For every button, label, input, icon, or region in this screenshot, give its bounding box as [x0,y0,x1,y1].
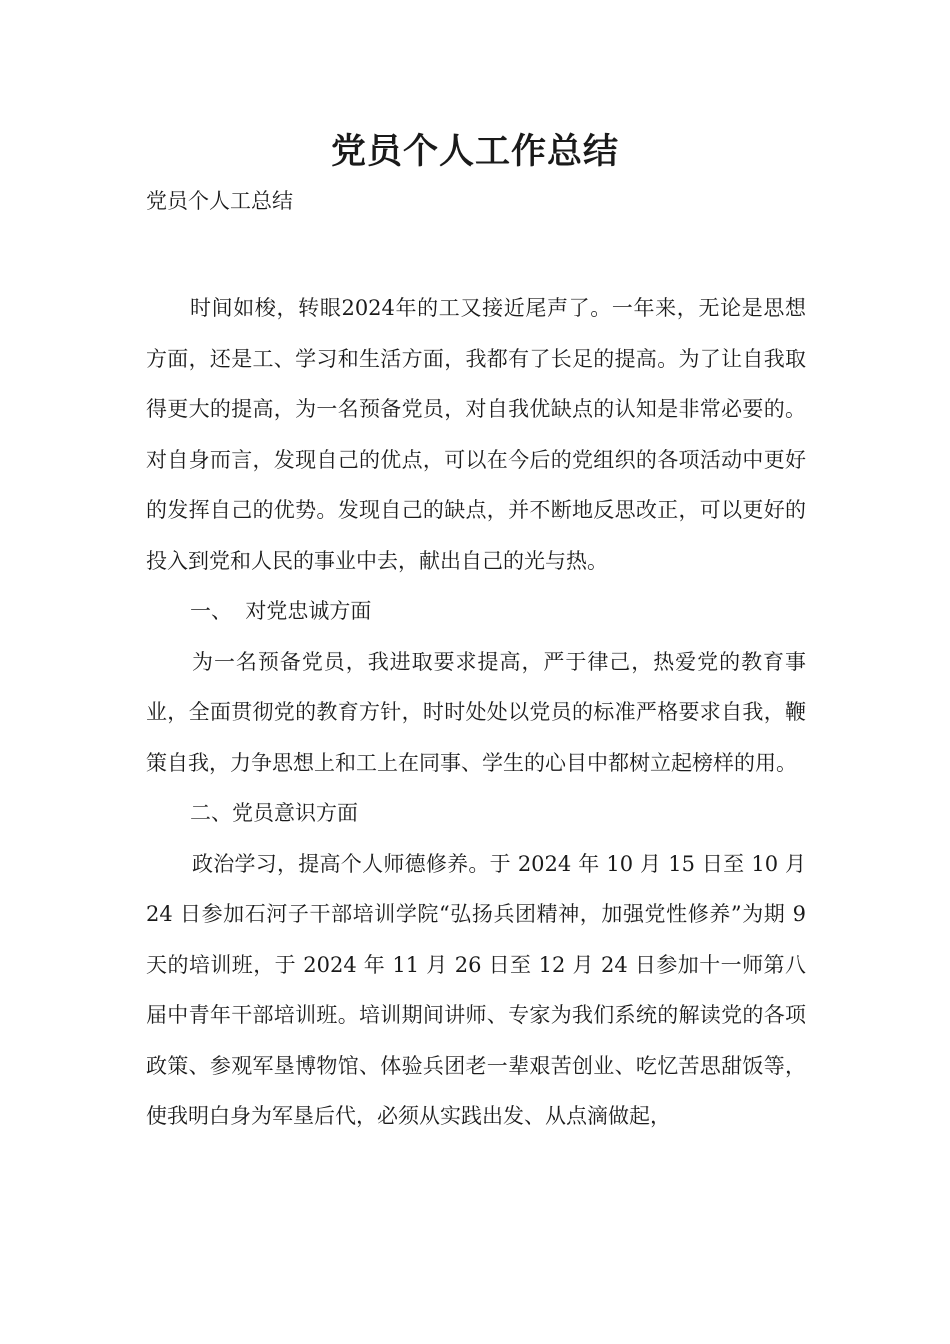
section-heading-party-awareness: 二、党员意识方面 [190,801,358,825]
document-title: 党员个人工作总结 [330,132,619,172]
loyalty-paragraph: 为一名预备党员，我进取要求提高，严于律己，热爱党的教育事业，全面贯彻党的教育方针，时时处处以党员的标准严格要求自我，鞭策自我，力争思想上和工上在同事、学生的心目中都树立起榜样的用。 [146,649,806,775]
section-heading-loyalty: 一、 对党忠诚方面 [190,599,372,623]
document-body [146,283,806,1142]
document-subtitle: 党员个人工总结 [146,189,293,213]
intro-paragraph: 时间如梭，转眼2024年的工又接近尾声了。一年来，无论是思想方面，还是工、学习和生活方面，我都有了长足的提高。为了让自我取得更大的提高，为一名预备党员，对自我优缺点的认知是非常必要的。对自身而言，发现自己的优点，可以在今后的党组织的各项活动中更好的发挥自己的优势。发现自己的缺点，并不断地反思改正，可以更好的投入到党和人民的事业中去，献出自己的光与热。 [146,296,806,573]
party-awareness-paragraph: 政治学习，提高个人师德修养。于 2024 年 10 月 15 日至 10 月 24 日参加石河子干部培训学院“弘扬兵团精神，加强党性修养”为期 9 天的培训班，于 2024 年 11 月 26 日至 12 月 24 日参加十一师第八届中青年干部培训班。培训期间讲师、专家为我们系统的解读党的各项政策、参观军垦博物馆、体验兵团老一辈艰苦创业、吃忆苦思甜饭等，使我明白身为军垦后代，必须从实践出发、从点滴做起， [146,851,806,1128]
